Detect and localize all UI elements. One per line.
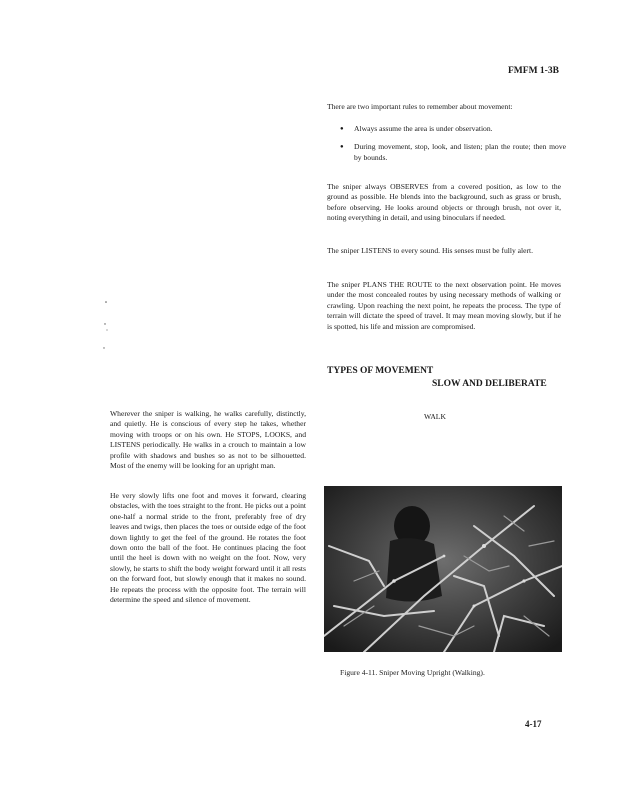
section-heading: TYPES OF MOVEMENT bbox=[327, 366, 434, 376]
figure-caption: Figure 4-11. Sniper Moving Upright (Walking). bbox=[340, 668, 485, 677]
page-number: 4-17 bbox=[525, 719, 542, 729]
sniper-walking-photo bbox=[324, 486, 562, 652]
brush-scene-image bbox=[324, 486, 562, 652]
walk-heading: WALK bbox=[424, 412, 446, 421]
listens-paragraph: The sniper LISTENS to every sound. His senses must be fully alert. bbox=[327, 246, 534, 255]
plans-route-paragraph: The sniper PLANS THE ROUTE to the next observation point. He moves under the most concealed routes by using necessary methods of walking or crawling. Upon reaching the next point, he repeats the process. The type of terrain will dictate the speed of travel. It may mean moving slowly, but if he is spotted, his life and mission are compromised. bbox=[327, 280, 561, 331]
scan-specks bbox=[100, 296, 110, 356]
movement-rules-list bbox=[338, 124, 566, 171]
intro-text: There are two important rules to remember about movement: bbox=[327, 102, 513, 111]
walking-paragraph: Wherever the sniper is walking, he walks carefully, distinctly, and quietly. He is conscious of every step he takes, whether moving with troops or on his own. He STOPS, LOOKS, and LISTENS periodically. He walks in a crouch to maintain a low profile with shadows and bushes so as not to be silhouetted. Most of the enemy will be looking for an upright man. bbox=[110, 409, 306, 471]
document-code: FMFM 1-3B bbox=[508, 66, 559, 76]
list-item: ● Always assume the area is under observation. bbox=[338, 124, 566, 134]
subsection-heading: SLOW AND DELIBERATE bbox=[432, 379, 547, 389]
observes-paragraph: The sniper always OBSERVES from a covered position, as low to the ground as possible. He blends into the background, such as grass or brush, before observing. He looks around objects or through brush, not over it, noting everything in detail, and using binoculars if needed. bbox=[327, 182, 561, 223]
list-item: ● During movement, stop, look, and listen; plan the route; then move by bounds. bbox=[338, 142, 566, 163]
foot-placement-paragraph: He very slowly lifts one foot and moves it forward, clearing obstacles, with the toes straight to the front. He picks out a point one-half a normal stride to the front, preferably free of dry leaves and twigs, then places the toes or outside edge of the foot down lightly to get the feel of the ground. He rotates the foot down onto the ball of the foot. He continues placing the foot until the heel is down with no weight on the foot. Now, very slowly, he starts to shift the body weight forward until it all rests on the forward foot, but slowly enough that it makes no sound. He repeats the process with the opposite foot. The terrain will determine the speed and silence of movement. bbox=[110, 491, 306, 605]
